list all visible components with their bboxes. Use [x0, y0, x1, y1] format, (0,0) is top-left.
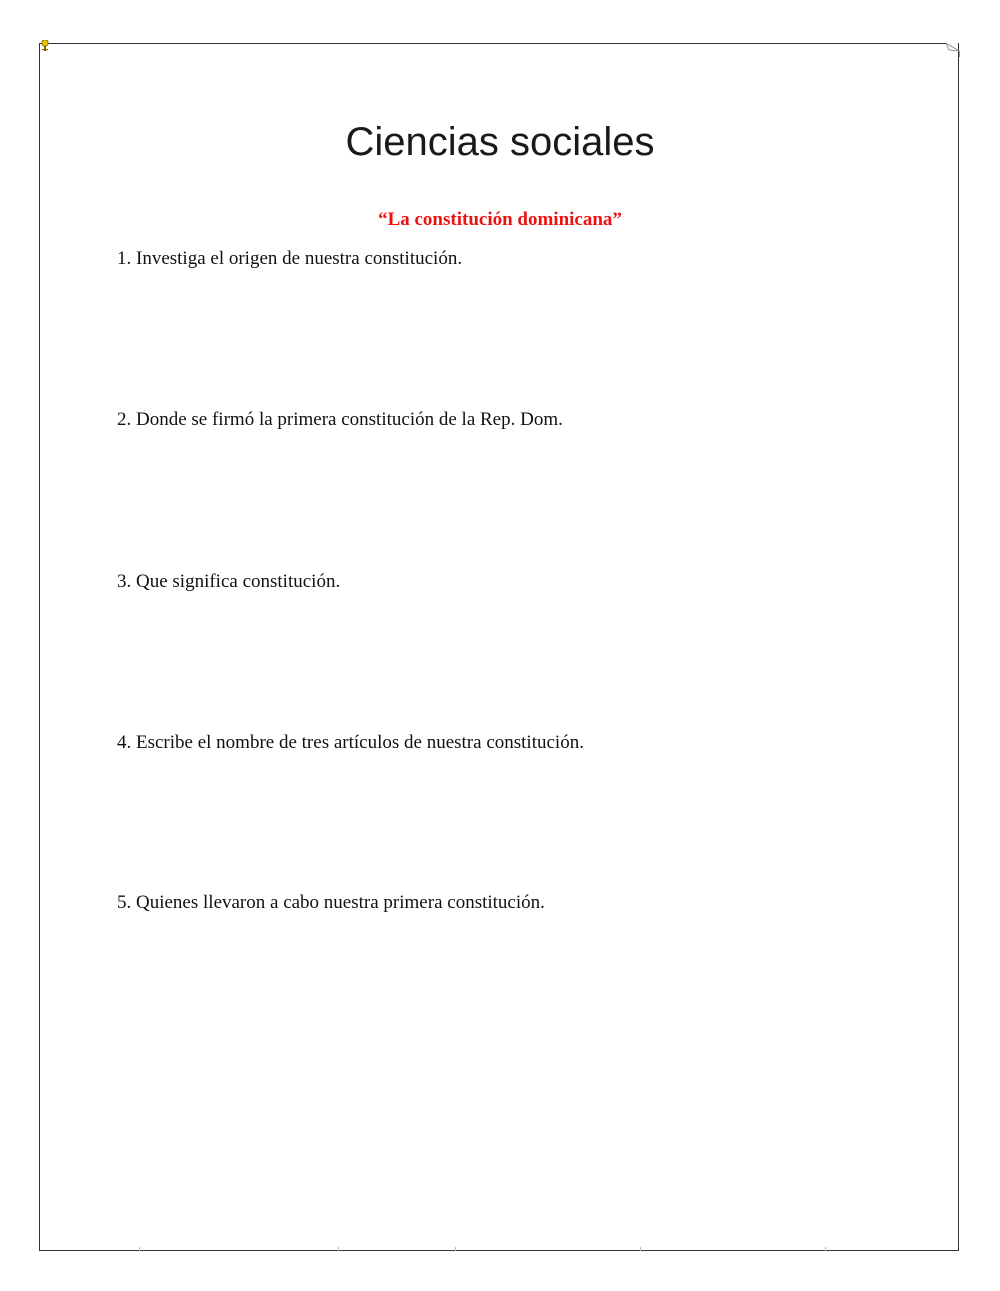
- page-subtitle: “La constitución dominicana”: [378, 209, 622, 230]
- question-1: 1. Investiga el origen de nuestra constitución.: [117, 248, 463, 269]
- question-4: 4. Escribe el nombre de tres artículos de nuestra constitución.: [117, 732, 584, 753]
- question-3: 3. Que significa constitución.: [117, 571, 341, 592]
- question-2: 2. Donde se firmó la primera constitución de la Rep. Dom.: [117, 409, 563, 430]
- page-corner-fold-icon: [940, 43, 960, 57]
- page-title: Ciencias sociales: [345, 120, 655, 164]
- anchor-icon: [41, 40, 49, 52]
- question-5: 5. Quienes llevaron a cabo nuestra primera constitución.: [117, 892, 545, 913]
- page-frame-top-edge: [39, 43, 941, 44]
